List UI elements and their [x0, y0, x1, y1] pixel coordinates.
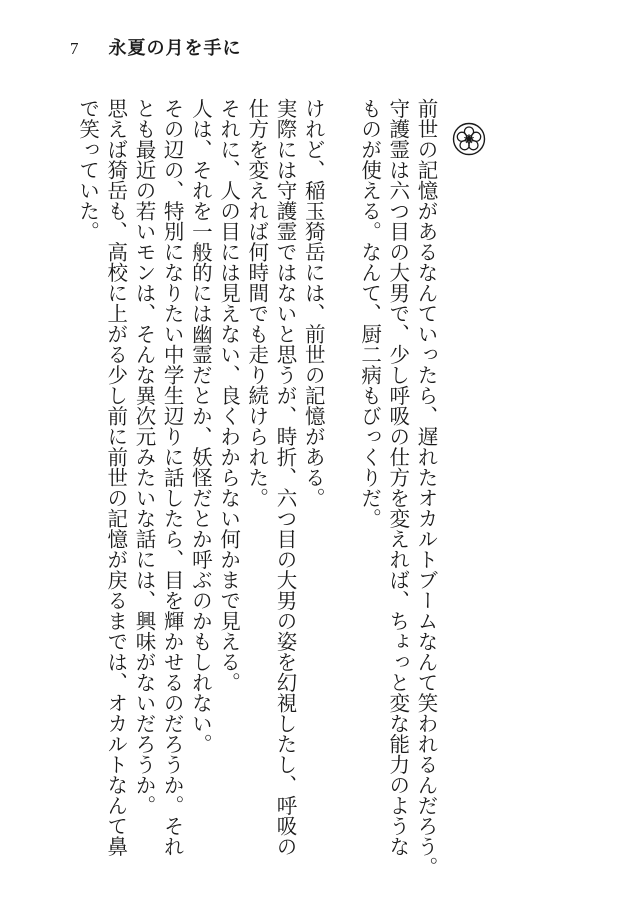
body-text [73, 98, 440, 877]
text-line: 前世の記憶があるなんていったら、遅れたオカルトブームなんて笑われるんだろう。 [414, 98, 438, 877]
flower-ornament-icon [452, 122, 486, 156]
text-line: それに、人の目には見えない、良くわからない何かまで見える。 [216, 98, 241, 693]
text-line: けれど、稲玉猗岳には、前世の記憶がある。 [301, 98, 326, 508]
text-line: とも最近の若いモンは、そんな異次元みたいな話には、興味がないだろうか。 [131, 98, 156, 816]
text-line: その辺の、特別になりたい中学生辺りに話したら、目を輝かせるのだろうか。それ [160, 98, 185, 857]
blank-line [327, 98, 355, 868]
text-line: 仕方を変えれば何時間でも走り続けられた。 [244, 98, 269, 508]
text-line: 思えば猗岳も、高校に上がる少し前に前世の記憶が戻るまでは、オカルトなんて鼻 [103, 98, 128, 857]
text-line: で笑っていた。 [75, 98, 100, 242]
page-number: 7 [70, 39, 79, 58]
text-line: ものが使える。なんて、厨二病もびっくりだ。 [357, 98, 382, 529]
text-line: 実際には守護霊ではないと思うが、時折、六つ目の大男の姿を幻視したし、呼吸の [272, 98, 297, 857]
text-line: 守護霊は六つ目の大男で、少し呼吸の仕方を変えれば、ちょっと変な能力のような [385, 98, 410, 857]
running-title: 永夏の月を手に [108, 38, 242, 59]
page-header [70, 34, 242, 60]
text-line: 人は、それを一般的には幽霊だとか、妖怪だとか呼ぶのかもしれない。 [188, 98, 213, 754]
